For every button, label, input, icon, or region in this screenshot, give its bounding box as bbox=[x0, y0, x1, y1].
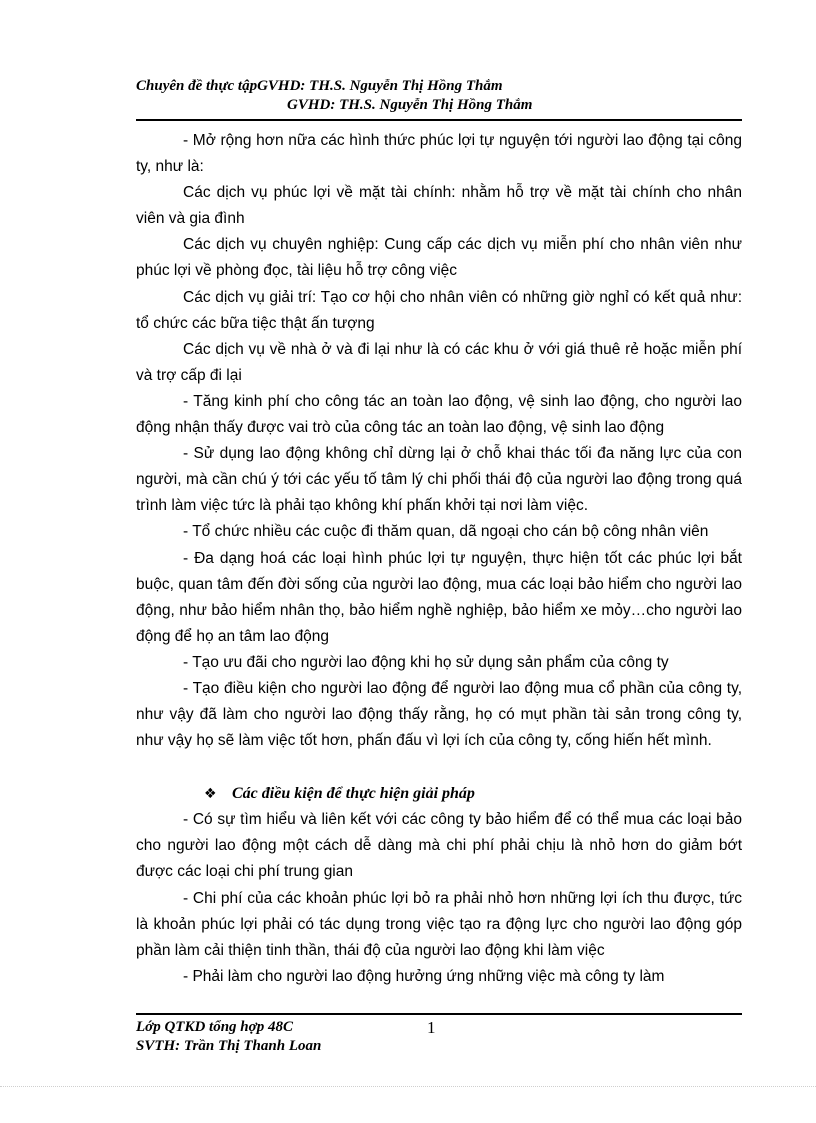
paragraph: - Phải làm cho người lao động hưởng ứng những việc mà công ty làm bbox=[183, 967, 665, 985]
paragraph: - Tăng kinh phí cho công tác an toàn lao động, vệ sinh lao động, cho người lao động nhận thấy được vai trò của công tác an toàn lao động, vệ sinh lao động bbox=[136, 392, 742, 437]
section-heading bbox=[136, 781, 742, 807]
paragraph: Các dịch vụ phúc lợi về mặt tài chính: nhằm hỗ trợ về mặt tài chính cho nhân viên và gia đình bbox=[136, 184, 742, 228]
footer-rule bbox=[136, 1013, 742, 1015]
paragraph: Các dịch vụ giải trí: Tạo cơ hội cho nhân viên có những giờ nghỉ có kết quả như: tổ chức các bữa tiệc thật ấn tượng bbox=[136, 288, 742, 332]
paragraph: - Tạo điều kiện cho người lao động để người lao động mua cổ phần của công ty, như vậy đã làm cho người lao động thấy rằng, họ có mụt phần tài sản trong công ty, như vậy họ sẽ làm việc tốt hơn, phấn đấu vì lợi ích của công ty, cống hiến hết mình. bbox=[136, 679, 742, 750]
footer-student-line: SVTH: Trần Thị Thanh Loan bbox=[136, 1038, 322, 1054]
header-line-1: Chuyên đề thực tậpGVHD: TH.S. Nguyễn Thị Hồng Thắm bbox=[136, 78, 503, 94]
page-footer bbox=[136, 1018, 742, 1056]
paragraph: - Tạo ưu đãi cho người lao động khi họ sử dụng sản phẩm của công ty bbox=[183, 653, 669, 671]
page-boundary-divider bbox=[0, 1086, 816, 1087]
section-spacer bbox=[136, 754, 742, 781]
paragraph: - Đa dạng hoá các loại hình phúc lợi tự nguyện, thực hiện tốt các phúc lợi bắt buộc, quan tâm đến đời sống của người lao động, mua các loại bảo hiểm cho người lao động, như bảo hiểm nhân thọ, bảo hiểm nghề nghiệp, bảo hiểm xe mỏy…cho người lao động để họ an tâm lao động bbox=[136, 549, 742, 645]
header-rule bbox=[136, 119, 742, 121]
section-heading-text: Các điều kiện để thực hiện giải pháp bbox=[232, 785, 475, 803]
diamond-bullet-icon: ❖ bbox=[204, 786, 217, 803]
paragraph: - Mở rộng hơn nữa các hình thức phúc lợi tự nguyện tới người lao động tại công ty, như là: bbox=[136, 132, 742, 176]
header-line-2: GVHD: TH.S. Nguyễn Thị Hồng Thắm bbox=[287, 97, 533, 113]
footer-class-line: Lớp QTKD tổng hợp 48C bbox=[136, 1019, 293, 1035]
paragraph: - Có sự tìm hiểu và liên kết với các công ty bảo hiểm để có thể mua các loại bảo cho người lao động một cách dễ dàng mà chi phí phải chịu là nhỏ hơn do giảm bớt được các loại chi phí trung gian bbox=[136, 811, 742, 881]
paragraph: Các dịch vụ về nhà ở và đi lại như là có các khu ở với giá thuê rẻ hoặc miễn phí và trợ cấp đi lại bbox=[136, 340, 742, 384]
paragraph: - Tổ chức nhiều các cuộc đi thăm quan, dã ngoại cho cán bộ công nhân viên bbox=[183, 523, 709, 541]
document-body bbox=[136, 128, 742, 990]
paragraph: - Chi phí của các khoản phúc lợi bỏ ra phải nhỏ hơn những lợi ích thu được, tức là khoản phúc lợi phải có tác dụng trong việc tạo ra động lực cho người lao động góp phần làm cải thiện tinh thần, thái độ của người lao động khi làm việc bbox=[136, 889, 742, 959]
paragraph: Các dịch vụ chuyên nghiệp: Cung cấp các dịch vụ miễn phí cho nhân viên như phúc lợi về phòng đọc, tài liệu hỗ trợ công việc bbox=[136, 236, 742, 280]
paragraph: - Sử dụng lao động không chỉ dừng lại ở chỗ khai thác tối đa năng lực của con người, mà cần chú ý tới các yếu tố tâm lý chi phối thái độ của người lao động trong quá trình làm việc tức là phải tạo không khí phấn khởi tại nơi làm việc. bbox=[136, 445, 742, 515]
page-number: 1 bbox=[427, 1018, 436, 1037]
page-header bbox=[136, 77, 742, 115]
